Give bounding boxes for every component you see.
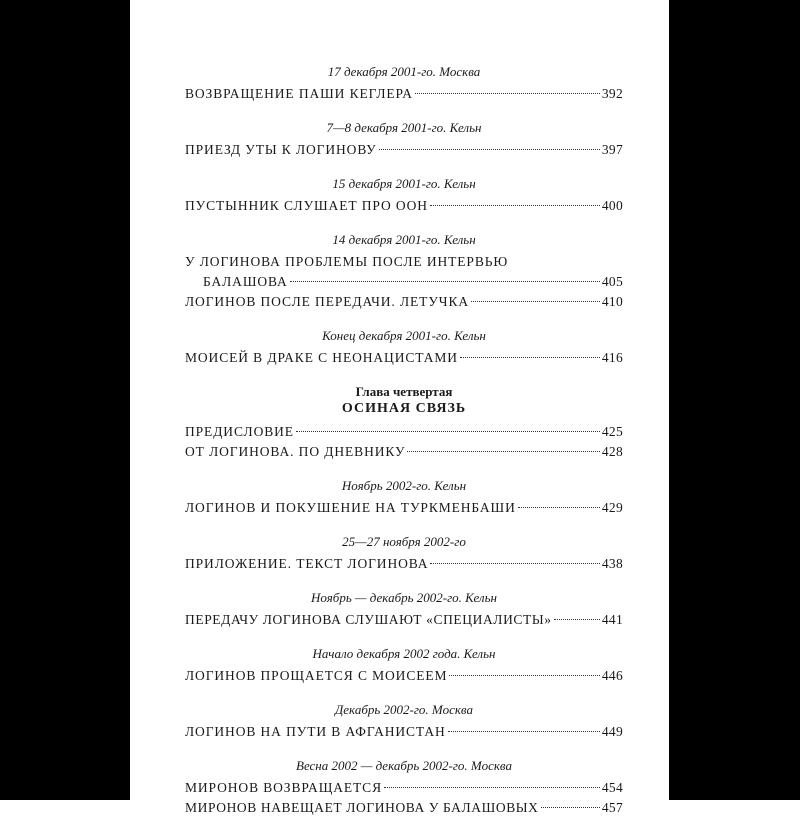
- chapter-title: ОСИНАЯ СВЯЗЬ: [341, 401, 467, 416]
- page-number: 425: [601, 424, 623, 439]
- entry-title: ВОЗВРАЩЕНИЕ ПАШИ КЕГЛЕРА: [185, 86, 413, 101]
- page-number: 416: [601, 350, 623, 365]
- toc-entry: [185, 84, 623, 104]
- chapter-number: Глава четвертая: [355, 384, 453, 399]
- toc-entry: [185, 348, 623, 368]
- section-heading: 7—8 декабря 2001-го. Кельн: [326, 120, 482, 135]
- toc-entry: [185, 292, 623, 312]
- leader-dots: [518, 507, 600, 508]
- entry-title: ПУСТЫННИК СЛУШАЕТ ПРО ООН: [185, 198, 428, 213]
- entry-title: ПЕРЕДАЧУ ЛОГИНОВА СЛУШАЮТ «СПЕЦИАЛИСТЫ»: [185, 612, 552, 627]
- page-number: 428: [601, 444, 623, 459]
- entry-title: МИРОНОВ ВОЗВРАЩАЕТСЯ: [185, 780, 382, 795]
- leader-dots: [449, 675, 599, 676]
- section-heading: 17 декабря 2001-го. Москва: [327, 64, 481, 79]
- toc-entry: [185, 498, 623, 518]
- section-heading: Начало декабря 2002 года. Кельн: [312, 646, 496, 661]
- toc-entry: [185, 422, 623, 442]
- leader-dots: [296, 431, 600, 432]
- entry-title: ЛОГИНОВ ПОСЛЕ ПЕРЕДАЧИ. ЛЕТУЧКА: [185, 294, 470, 309]
- section-heading: 14 декабря 2001-го. Кельн: [332, 232, 476, 247]
- page-number: 392: [601, 86, 623, 101]
- left-black-border: [0, 0, 130, 800]
- leader-dots: [430, 205, 600, 206]
- leader-dots: [407, 451, 599, 452]
- entry-title: ЛОГИНОВ НА ПУТИ В АФГАНИСТАН: [185, 724, 446, 739]
- section-heading: Конец декабря 2001-го. Кельн: [322, 328, 486, 343]
- leader-dots: [430, 563, 599, 564]
- entry-title: ОТ ЛОГИНОВА. ПО ДНЕВНИКУ: [185, 444, 406, 459]
- page-number: 400: [601, 198, 623, 213]
- leader-dots: [471, 301, 600, 302]
- page-number: 438: [601, 556, 623, 571]
- leader-dots: [554, 619, 600, 620]
- entry-title: ЛОГИНОВ И ПОКУШЕНИЕ НА ТУРКМЕНБАШИ: [185, 500, 516, 515]
- page-number: 454: [601, 780, 623, 795]
- toc-entry: [185, 610, 623, 630]
- entry-title: МОИСЕЙ В ДРАКЕ С НЕОНАЦИСТАМИ: [185, 350, 458, 365]
- section-heading: Весна 2002 — декабрь 2002-го. Москва: [296, 758, 512, 773]
- leader-dots: [379, 149, 600, 150]
- entry-title: ПРИЕЗД УТЫ К ЛОГИНОВУ: [185, 142, 377, 157]
- toc-entry: [185, 798, 623, 818]
- book-page: [130, 0, 669, 815]
- page-number: 449: [601, 724, 623, 739]
- page-number: 446: [601, 668, 623, 683]
- right-black-border: [669, 0, 800, 800]
- section-heading: Ноябрь 2002-го. Кельн: [341, 478, 467, 493]
- toc-entry: [185, 442, 623, 462]
- toc-entry: [185, 196, 623, 216]
- leader-dots: [415, 93, 600, 94]
- toc-entry: [185, 666, 623, 686]
- toc-entry: [185, 272, 623, 292]
- page-number: 441: [601, 612, 623, 627]
- leader-dots: [541, 807, 600, 808]
- page-number: 410: [601, 294, 623, 309]
- table-of-contents: [185, 64, 623, 818]
- entry-title: ЛОГИНОВ ПРОЩАЕТСЯ С МОИСЕЕМ: [185, 668, 448, 683]
- entry-title: ПРЕДИСЛОВИЕ: [185, 424, 294, 439]
- toc-entry: [185, 554, 623, 574]
- leader-dots: [448, 731, 600, 732]
- leader-dots: [460, 357, 600, 358]
- section-heading: 25—27 ноября 2002-го: [342, 534, 466, 549]
- section-heading: Декабрь 2002-го. Москва: [335, 702, 473, 717]
- page-number: 457: [601, 800, 623, 815]
- section-heading: 15 декабря 2001-го. Кельн: [332, 176, 476, 191]
- entry-title-line2: БАЛАШОВА: [203, 274, 288, 289]
- toc-entry: [185, 140, 623, 160]
- page-number: 397: [601, 142, 623, 157]
- page-number: 429: [601, 500, 623, 515]
- toc-entry: [185, 778, 623, 798]
- leader-dots: [384, 787, 600, 788]
- page-number: 405: [601, 274, 623, 289]
- toc-entry: [185, 722, 623, 742]
- leader-dots: [290, 281, 600, 282]
- entry-title: МИРОНОВ НАВЕЩАЕТ ЛОГИНОВА У БАЛАШОВЫХ: [185, 800, 539, 815]
- section-heading: Ноябрь — декабрь 2002-го. Кельн: [311, 590, 497, 605]
- entry-title: ПРИЛОЖЕНИЕ. ТЕКСТ ЛОГИНОВА: [185, 556, 429, 571]
- entry-title-line1: У ЛОГИНОВА ПРОБЛЕМЫ ПОСЛЕ ИНТЕРВЬЮ: [185, 254, 509, 269]
